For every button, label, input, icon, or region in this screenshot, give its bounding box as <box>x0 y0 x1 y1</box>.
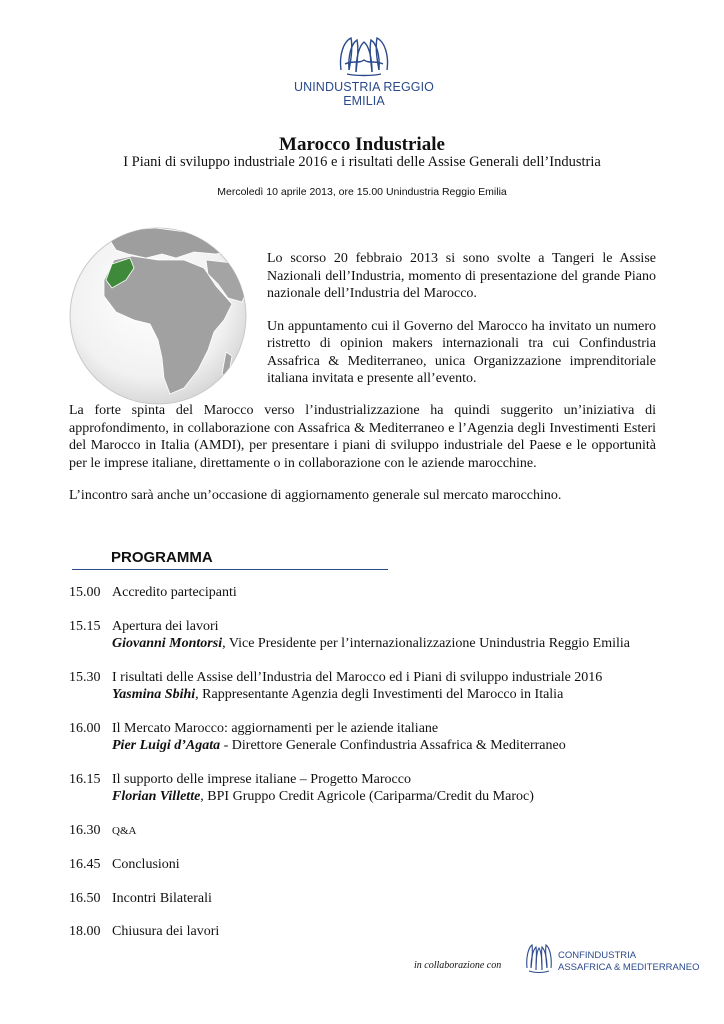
program-item <box>69 669 669 704</box>
event-dateline: Mercoledì 10 aprile 2013, ore 15.00 Unindustria Reggio Emilia <box>217 186 507 198</box>
program-time: 16.50 <box>69 890 101 906</box>
program-item <box>69 584 669 602</box>
unindustria-logo <box>274 34 454 108</box>
program-title: Accredito partecipanti <box>112 585 237 600</box>
program-item <box>69 720 669 755</box>
page-subtitle: I Piani di sviluppo industriale 2016 e i risultati delle Assise Generali dell’Industria <box>123 154 601 170</box>
program-time: 18.00 <box>69 924 101 939</box>
speaker-role: , BPI Gruppo Credit Agricole (Cariparma/Credit du Maroc) <box>200 789 534 804</box>
program-time: 16.45 <box>69 857 101 872</box>
program-item <box>69 890 669 908</box>
program-item <box>69 856 669 874</box>
speaker-name: Yasmina Sbihi <box>112 687 196 702</box>
program-title: Conclusioni <box>112 857 180 872</box>
program-item <box>69 822 669 841</box>
program-time: 16.00 <box>69 720 101 736</box>
eagle-emblem-icon <box>335 34 393 78</box>
collaboration-note: in collaborazione con <box>414 960 502 971</box>
program-time: 15.30 <box>69 669 101 685</box>
intro-paragraph: Un appuntamento cui il Governo del Marocco ha invitato un numero ristretto di opinion makers internazionali tra cui Confindustria Assafrica & Mediterraneo, unica Organizzazione imprenditoriale italiana invitata e presente all’evento. <box>267 318 656 386</box>
confindustria-assafrica-logo <box>524 942 700 980</box>
logo-line-1: CONFINDUSTRIA <box>558 950 637 961</box>
program-title: Il supporto delle imprese italiane – Progetto Marocco <box>112 771 411 787</box>
program-time: 16.30 <box>69 822 101 838</box>
speaker-role: , Vice Presidente per l’internazionalizzazione Unindustria Reggio Emilia <box>222 636 630 651</box>
speaker-name: Giovanni Montorsi <box>112 636 223 651</box>
body-paragraph: L’incontro sarà anche un’occasione di aggiornamento generale sul mercato marocchino. <box>69 488 562 503</box>
body-paragraph: La forte spinta del Marocco verso l’industrializzazione ha quindi suggerito un’iniziativa di approfondimento, in collaborazione con Assafrica & Mediterraneo e l’Agenzia degli Investimenti Esteri del Marocco in Italia (AMDI), per presentare i piani di sviluppo industriale del Paese e le opportunità per le imprese italiane, direttamente o in collaborazione con le aziende marocchine. <box>69 403 656 471</box>
logo-line-2: ASSAFRICA & MEDITERRANEO <box>558 962 700 973</box>
globe-africa-map <box>66 224 250 408</box>
program-title: I risultati delle Assise dell’Industria del Marocco ed i Piani di sviluppo industriale 2016 <box>112 669 603 685</box>
programma-heading <box>72 549 388 570</box>
page-title: Marocco Industriale <box>279 134 445 155</box>
body-text <box>69 402 656 520</box>
program-item <box>69 923 669 941</box>
program-item <box>69 771 669 806</box>
speaker-name: Pier Luigi d’Agata <box>112 738 221 753</box>
program-item <box>69 618 669 653</box>
program-title: Incontri Bilaterali <box>112 890 212 906</box>
program-title: Il Mercato Marocco: aggiornamenti per le aziende italiane <box>112 720 439 736</box>
program-time: 15.00 <box>69 585 101 600</box>
program-title: Apertura dei lavori <box>112 618 219 634</box>
program-time: 16.15 <box>69 771 101 787</box>
program-title: Q&A <box>112 824 137 837</box>
programma-heading-text: PROGRAMMA <box>111 549 213 566</box>
eagle-emblem-icon <box>524 942 554 974</box>
unindustria-logo-text: UNINDUSTRIA REGGIO EMILIA <box>293 80 434 108</box>
speaker-role: , Rappresentante Agenzia degli Investimenti del Marocco in Italia <box>195 687 564 702</box>
speaker-role: - Direttore Generale Confindustria Assafrica & Mediterraneo <box>220 738 566 753</box>
programma-list <box>69 584 669 957</box>
intro-paragraph: Lo scorso 20 febbraio 2013 si sono svolte a Tangeri le Assise Nazionali dell’Industria, momento di presentazione del grande Piano nazionale dell’Industria del Marocco. <box>267 251 656 301</box>
speaker-name: Florian Villette <box>112 789 201 804</box>
program-title: Chiusura dei lavori <box>112 924 220 939</box>
program-time: 15.15 <box>69 618 101 634</box>
intro-text <box>267 250 656 403</box>
